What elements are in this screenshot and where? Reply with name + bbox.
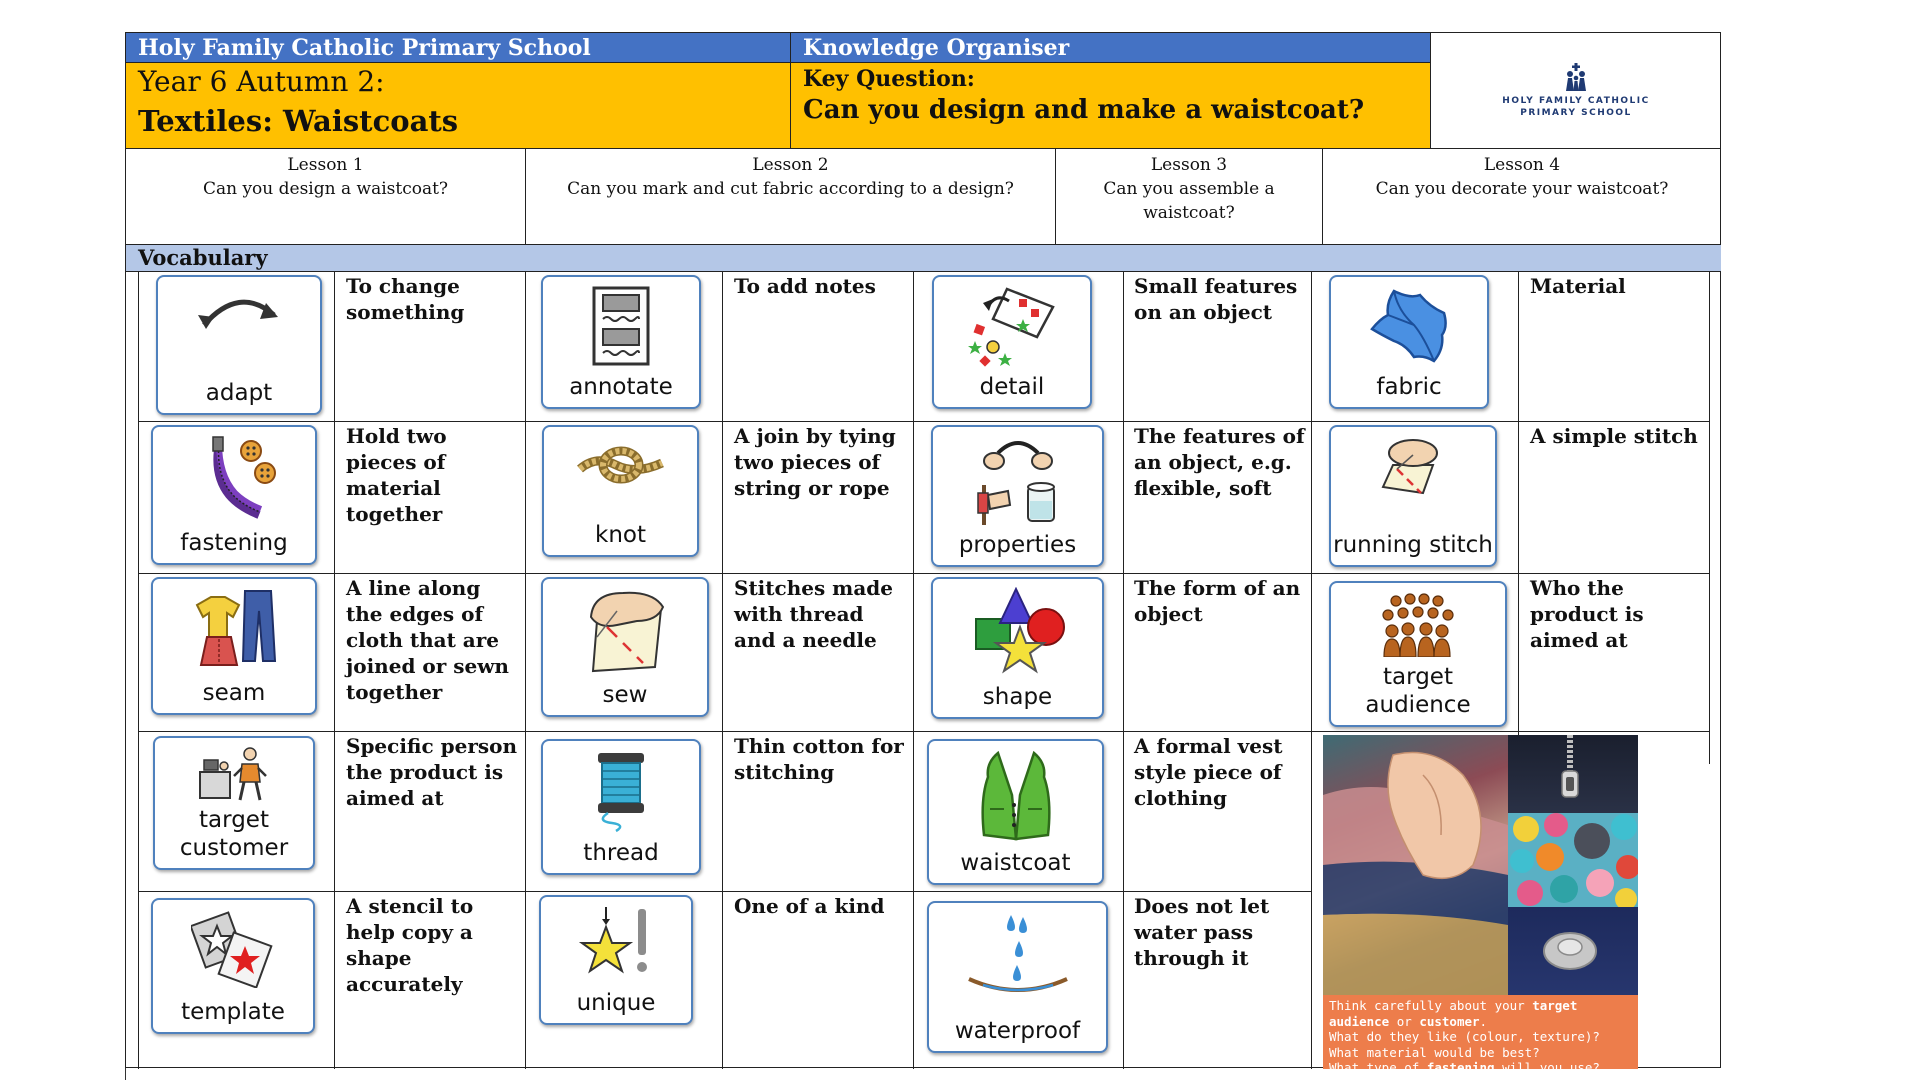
detail-shapes-icon [967,285,1057,367]
vocab-word: seam [202,680,266,706]
vocab-definition: Specific person the product is aimed at [346,734,517,810]
vocab-definition: A line along the edges of cloth that are joined or sewn together [346,576,509,704]
knot-rope-icon [576,435,666,495]
vocab-card-thread [541,739,701,875]
vocabulary-heading: Vocabulary [126,244,1721,272]
collage-caption [1323,995,1638,1075]
vocab-card-waistcoat [927,739,1104,885]
vocab-card-fabric [1329,275,1489,409]
template-stars-icon [191,908,275,988]
knowledge-organiser [125,32,1721,1075]
vocab-definition: To change something [346,274,465,324]
vocab-card-target-audience [1329,581,1507,727]
properties-icon [968,435,1068,527]
water-drops-icon [963,911,1073,997]
buttons-image [1508,813,1638,907]
vocab-word: knot [595,522,646,548]
text-cursor-line [125,1068,126,1080]
vocab-word: fastening [180,530,288,556]
caption-line-4: What material would be best? [1329,1044,1540,1060]
sew-hand-icon [577,587,673,673]
holy-family-logo-icon [1564,63,1588,91]
vocab-word: target audience [1365,664,1471,718]
vocab-definition: A join by tying two pieces of string or rope [734,424,896,500]
lesson-question: Can you mark and cut fabric according to a design? [567,179,1014,199]
zipper-image [1508,735,1638,813]
year-topic-box [126,63,791,149]
school-name: Holy Family Catholic Primary School [126,33,791,63]
vocab-word: thread [583,840,659,866]
vocab-word: unique [576,990,656,1016]
vocab-definition: Does not let water pass through it [1134,894,1270,970]
vocab-card-template [151,898,315,1034]
topic-title: Textiles: Waistcoats [138,104,459,138]
vocab-definition: Thin cotton for stitching [734,734,904,784]
adapt-arrow-icon [194,285,284,335]
star-exclamation-icon [576,905,656,979]
caption-line-5: What type of fastening will you use? [1329,1060,1600,1075]
lessons-row [126,149,1721,245]
clothes-icon [189,587,279,671]
vocab-card-waterproof [927,901,1108,1053]
vocab-word: waterproof [954,1018,1081,1044]
lesson-title: Lesson 3 [1150,155,1228,175]
lesson-4 [1323,149,1721,245]
organiser-title: Knowledge Organiser [791,33,1431,63]
vocab-card-adapt [156,275,322,415]
key-question-box [791,63,1431,149]
lesson-3 [1056,149,1323,245]
vocab-card-shape [931,577,1104,719]
lesson-title: Lesson 2 [752,155,829,175]
vocab-word: annotate [569,374,673,400]
vocab-card-unique [539,895,693,1025]
lesson-question: Can you assemble a waistcoat? [1103,179,1275,223]
vocab-card-seam [151,577,317,715]
vocab-word: detail [979,374,1045,400]
vocab-definition: A stencil to help copy a shape accurately [346,894,474,996]
hand-fabric-image [1323,735,1508,995]
lesson-title: Lesson 4 [1483,155,1561,175]
vocab-definition: The features of an object, e.g. flexible, soft [1134,424,1305,500]
vocab-definition: A formal vest style piece of clothing [1134,734,1283,810]
lesson-2 [526,149,1056,245]
annotate-page-icon [591,285,651,367]
vocab-definition: One of a kind [734,894,885,918]
vocab-word: shape [982,684,1053,710]
lesson-question: Can you design a waistcoat? [202,179,449,199]
vocab-definition: To add notes [734,274,876,298]
vocab-word: adapt [205,380,273,406]
vocab-definition: A simple stitch [1530,424,1698,448]
vocab-word: fabric [1376,374,1442,400]
vocab-definition: Small features on an object [1134,274,1298,324]
vocab-card-properties [931,425,1104,567]
waistcoat-icon [976,749,1056,841]
zip-buttons-icon [189,435,279,523]
logo-line-1: HOLY FAMILY CATHOLIC [1502,95,1650,106]
buttons-photo [1508,813,1638,907]
vocab-card-knot [542,425,699,557]
vocab-word: target customer [179,807,289,861]
shapes-icon [970,587,1066,677]
lesson-question: Can you decorate your waistcoat? [1375,179,1669,199]
thread-spool-icon [586,749,656,833]
vocab-card-detail [932,275,1092,409]
school-logo [1431,33,1721,149]
fabric-cloth-icon [1364,285,1454,367]
crowd-icon [1378,591,1458,657]
vocab-definition: Material [1530,274,1626,298]
caption-line-3: What do they like (colour, texture)? [1329,1029,1600,1044]
vocab-word: sew [602,682,648,708]
vocab-definition: The form of an object [1134,576,1301,626]
shop-customer-icon [194,746,274,802]
snap-button-image [1508,907,1638,995]
vocab-card-running-stitch [1329,425,1497,567]
logo-line-2: PRIMARY SCHOOL [1520,107,1632,118]
running-stitch-icon [1373,435,1453,495]
vocab-card-target-customer [153,736,315,870]
key-question: Can you design and make a waistcoat? [803,95,1365,125]
lesson-title: Lesson 1 [287,155,364,175]
vocab-definition: Stitches made with thread and a needle [734,576,894,652]
lesson-1 [126,149,526,245]
key-question-label: Key Question: [803,66,975,92]
vocab-card-annotate [541,275,701,409]
caption-line-2: audience or customer. [1329,1013,1488,1029]
snap-fastener-photo [1508,907,1638,995]
vocab-card-sew [541,577,709,717]
vocab-word: waistcoat [960,850,1071,876]
vocab-word: properties [958,532,1077,558]
vocab-definition: Hold two pieces of material together [346,424,447,526]
fabric-swatches-photo [1323,735,1508,995]
caption-line-1: Think carefully about your target [1329,998,1578,1013]
zip-photo [1508,735,1638,813]
vocab-card-fastening [151,425,317,565]
year-term: Year 6 Autumn 2: [138,65,385,98]
vocab-word: template [181,999,285,1025]
vocab-word: running stitch [1333,532,1493,558]
vocab-definition: Who the product is aimed at [1530,576,1644,652]
